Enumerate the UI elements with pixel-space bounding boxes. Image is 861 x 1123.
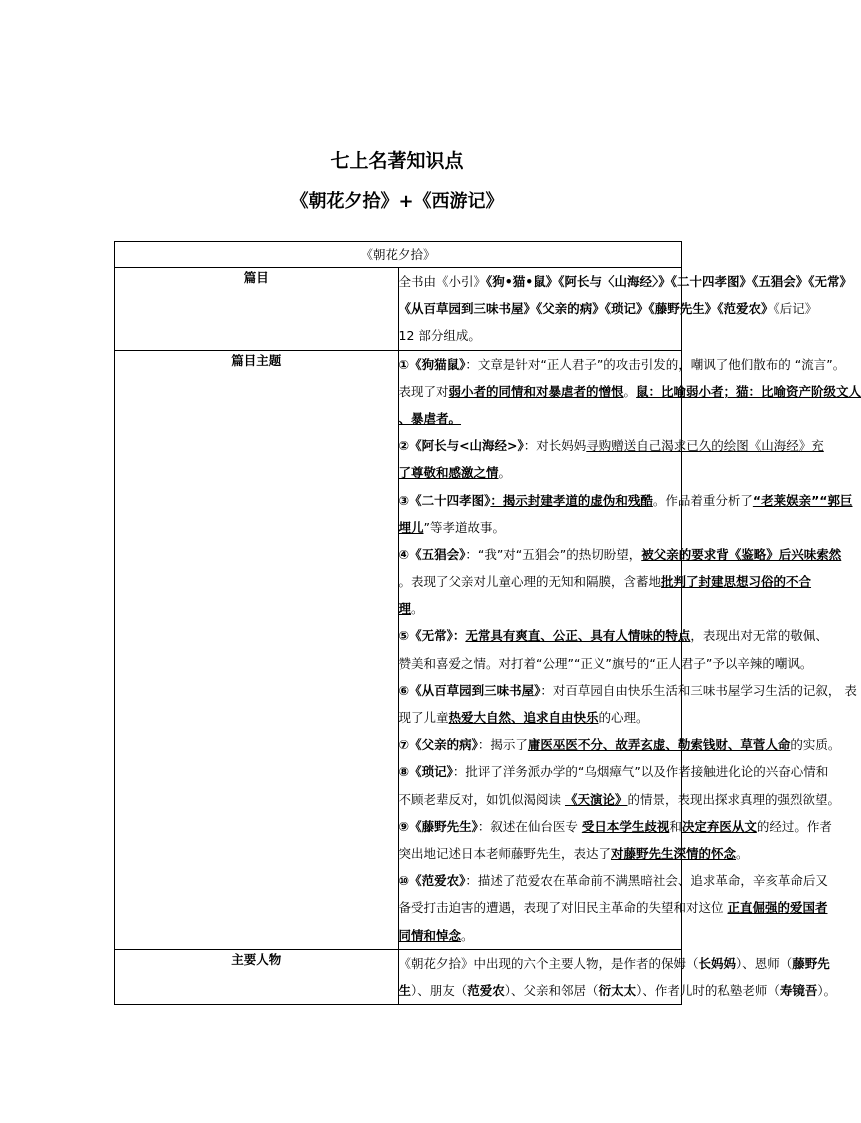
text-line bbox=[398, 786, 841, 813]
text-segment: 热爱大自然、追求自由快乐 bbox=[448, 710, 599, 725]
text-segment: 范爱农 bbox=[467, 982, 505, 998]
text-line bbox=[398, 731, 841, 758]
text-segment: ⑨《藤野先生》 bbox=[398, 818, 478, 834]
text-segment: 《从百草园到三味书屋》《父亲的病》《琐记》《藤野先生》《范爱农》 bbox=[398, 301, 774, 317]
text-line bbox=[398, 677, 857, 704]
table-row bbox=[115, 268, 682, 351]
text-line bbox=[399, 514, 682, 541]
text-segment: 对藤野先生深情的怀念 bbox=[611, 845, 737, 861]
text-segment: 12 部分组成。 bbox=[398, 328, 481, 344]
text-line bbox=[398, 840, 749, 867]
text-line bbox=[398, 758, 829, 785]
text-line bbox=[399, 595, 682, 622]
document-title: 七上名著知识点 bbox=[330, 150, 464, 172]
text-line bbox=[398, 268, 852, 295]
text-segment: 。 bbox=[498, 465, 512, 481]
text-segment: 。 bbox=[623, 383, 637, 399]
text-segment: ⑧《琐记》 bbox=[398, 764, 453, 780]
table-row bbox=[115, 949, 682, 1004]
text-segment: 的情景，表现出探求真理的强烈欲望。 bbox=[627, 791, 841, 807]
text-segment: 藤野先 bbox=[792, 955, 830, 971]
text-segment: 表现了对 bbox=[398, 383, 449, 399]
text-line bbox=[398, 351, 846, 378]
text-segment: ）、作者儿时的私塾老师（ bbox=[636, 982, 780, 998]
text-segment: ⑩《范爱农》 bbox=[398, 873, 466, 889]
text-segment: 《天演论》 bbox=[564, 791, 628, 807]
text-segment: ⑥《从百草园到三味书屋》 bbox=[398, 682, 541, 698]
text-segment: 不顾老辈反对，如饥似渴阅读 bbox=[398, 791, 565, 807]
row-label-characters: 主要人物 bbox=[115, 949, 399, 1004]
row-content-themes bbox=[398, 350, 861, 949]
text-segment: 庸医巫医不分、故弄玄虚、勒索钱财、草菅人命 bbox=[527, 737, 791, 753]
row-content-characters bbox=[398, 949, 837, 1004]
text-line bbox=[398, 295, 818, 322]
text-segment: 的经过。作者 bbox=[756, 818, 832, 834]
text-line bbox=[398, 541, 842, 568]
text-segment: 寿镜吾 bbox=[779, 982, 818, 998]
row-content-chapters bbox=[398, 268, 852, 351]
text-segment: ，表现出对无常的敬佩、 bbox=[690, 628, 828, 644]
text-line bbox=[398, 867, 828, 894]
text-line bbox=[398, 977, 837, 1004]
text-segment: ：“我”对“五猖会”的热切盼望， bbox=[465, 546, 642, 562]
text-line bbox=[398, 622, 828, 649]
text-segment: 正直倔强的爱国者 bbox=[727, 900, 828, 916]
text-segment: 现了儿童 bbox=[398, 710, 449, 725]
text-segment: ：揭示了 bbox=[477, 737, 528, 753]
text-segment: ）、恩师（ bbox=[736, 955, 793, 971]
text-segment: 全书由《小引》 bbox=[398, 274, 487, 289]
text-segment: ①《狗猫鼠》 bbox=[398, 356, 466, 372]
document-subtitle: 《朝花夕拾》+《西游记》 bbox=[290, 191, 504, 212]
text-segment: 无常具有爽直、公正、具有人情味的特点 bbox=[465, 628, 691, 644]
table-row bbox=[115, 350, 682, 949]
text-segment: 赞美和喜爱之情。对打着“公理”“正义”旗号的“正人君子”予以辛辣的嘲讽。 bbox=[398, 655, 813, 671]
text-segment: ③《二十四孝图》 bbox=[398, 492, 491, 508]
text-segment: 决定弃医从文 bbox=[681, 818, 757, 834]
text-segment: ：揭示封建孝道的虚伪和残酷 bbox=[490, 492, 653, 508]
text-line bbox=[398, 950, 830, 977]
text-segment: ：对百草园自由快乐生活和三味书屋学习生活的记叙， 表 bbox=[540, 682, 857, 698]
text-segment: 同情和悼念 bbox=[398, 927, 462, 943]
knowledge-table bbox=[114, 241, 861, 1005]
text-segment: 的实质。 bbox=[790, 737, 841, 753]
text-segment: ：批评了洋务派办学的“乌烟瘴气”以及作者接触进化论的兴奋心情和 bbox=[452, 764, 829, 780]
text-segment: ）。 bbox=[817, 982, 837, 998]
text-segment: ： bbox=[452, 628, 466, 644]
text-segment: ）、朋友（ bbox=[411, 982, 468, 998]
text-segment: 。 bbox=[736, 845, 749, 861]
text-segment: ：叙述在仙台医专 bbox=[477, 818, 582, 834]
text-line bbox=[398, 650, 813, 677]
text-line bbox=[399, 459, 682, 486]
text-segment: 寻购赠送自己渴求已久的绘图《山海经》充 bbox=[586, 438, 824, 454]
text-line bbox=[399, 922, 682, 949]
text-segment: ：对长妈妈 bbox=[523, 438, 587, 454]
text-segment: 弱小者的同情和对暴虐者的憎恨 bbox=[448, 383, 624, 399]
text-line bbox=[399, 322, 682, 349]
text-segment: ⑤《无常》 bbox=[398, 628, 453, 644]
text-segment: 《后记》 bbox=[773, 301, 818, 317]
text-segment: 、暴虐者。 bbox=[398, 410, 462, 426]
text-segment: 。 bbox=[411, 601, 424, 617]
text-line bbox=[398, 487, 853, 514]
text-segment: 突出地记述日本老师藤野先生，表达了 bbox=[398, 845, 612, 861]
text-segment: ：描述了范爱农在革命前不满黑暗社会、追求革命，辛亥革命后又 bbox=[465, 873, 828, 889]
row-label-themes: 篇目主题 bbox=[115, 350, 399, 949]
text-segment: 《朝花夕拾》中出现的六个主要人物，是作者的保姆（ bbox=[398, 955, 699, 971]
text-segment: 。作品着重分析了 bbox=[652, 492, 753, 508]
text-segment: ：文章是针对“正人君子”的攻击引发的，嘲讽了他们散布的 “流言”。 bbox=[465, 356, 846, 372]
text-segment: 了尊敬和感激之情 bbox=[398, 465, 499, 481]
text-segment: 受日本学生歧视 bbox=[581, 818, 670, 834]
text-segment: 衍太太 bbox=[598, 982, 637, 998]
text-segment: 。 bbox=[461, 927, 474, 943]
text-line bbox=[398, 813, 832, 840]
text-segment: 。表现了父亲对儿童心理的无知和隔膜，含蓄地 bbox=[398, 574, 662, 590]
text-segment: 理 bbox=[398, 601, 412, 617]
text-segment: 埋儿 bbox=[398, 519, 424, 535]
text-segment: 备受打击迫害的遭遇，表现了对旧民主革命的失望和对这位 bbox=[398, 900, 728, 916]
text-segment: 鼠：比喻弱小者；猫：比喻资产阶级文人 bbox=[636, 383, 861, 399]
text-segment: ”等孝道故事。 bbox=[423, 519, 505, 535]
table-header-row bbox=[115, 242, 682, 268]
text-line bbox=[399, 405, 682, 432]
text-segment: ④《五猖会》 bbox=[398, 546, 466, 562]
text-segment: 生 bbox=[398, 982, 412, 998]
text-segment: ⑦《父亲的病》 bbox=[398, 737, 478, 753]
text-segment: 被父亲的要求背《鉴略》后兴味索然 bbox=[641, 546, 842, 562]
text-segment: 批判了封建思想习俗的不合 bbox=[661, 574, 812, 590]
row-label-chapters: 篇目 bbox=[115, 268, 399, 351]
text-segment: 《狗•猫•鼠》《阿长与〈山海经〉》《二十四孝图》《五猖会》《无常》 bbox=[486, 274, 852, 289]
text-segment: 的心理。 bbox=[598, 710, 649, 725]
table-header-cell: 《朝花夕拾》 bbox=[115, 242, 682, 268]
text-segment: 长妈妈 bbox=[698, 955, 737, 971]
text-segment: 和 bbox=[669, 818, 682, 834]
text-line bbox=[398, 378, 861, 405]
text-segment: ②《阿长与<山海经>》 bbox=[398, 438, 524, 454]
text-line bbox=[398, 894, 828, 921]
text-segment: ）、父亲和邻居（ bbox=[504, 982, 599, 998]
text-line bbox=[398, 432, 824, 459]
text-line bbox=[398, 568, 812, 595]
text-segment: “老莱娱亲”“郭巨 bbox=[752, 492, 853, 508]
text-line bbox=[399, 704, 682, 731]
